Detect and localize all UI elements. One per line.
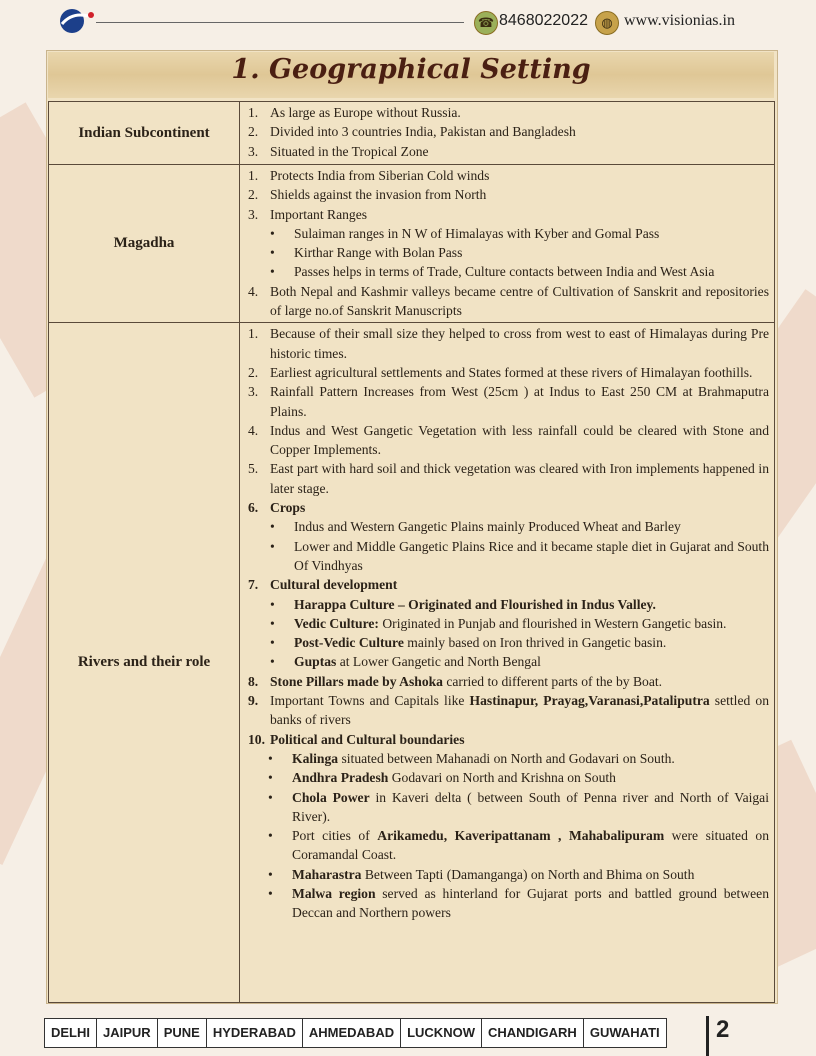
list-item: • Malwa region served as hinterland for Gujarat ports and battled ground between Deccan and Northern powers [268, 884, 769, 923]
list-item: • Guptas at Lower Gangetic and North Bengal [270, 652, 769, 671]
list-item: • Sulaiman ranges in N W of Himalayas with Kyber and Gomal Pass [270, 224, 769, 243]
city-delhi: DELHI [44, 1018, 97, 1048]
point-text: Shields against the invasion from North [270, 187, 487, 203]
table-row [49, 165, 775, 323]
list-item: • Kalinga situated between Mahanadi on North and Godavari on South. [268, 749, 769, 768]
list-item: • Harappa Culture – Originated and Flourished in Indus Valley. [270, 595, 769, 614]
point-text: Important Towns and Capitals like [270, 693, 470, 709]
header-phone[interactable]: 8468022022 [499, 12, 588, 29]
phone-icon: ☎ [474, 11, 498, 35]
header-website[interactable]: www.visionias.in [624, 12, 735, 29]
point-text: Because of their small size they helped to cross from west to east of Himalayas during Pre historic times. [270, 326, 769, 361]
row-label: Indian Subcontinent [49, 102, 240, 165]
point-text: Indus and West Gangetic Vegetation with less rainfall could be cleared with Stone and Copper Implements. [270, 422, 769, 458]
list-item: • Kirthar Range with Bolan Pass [270, 243, 769, 262]
globe-icon: ◍ [595, 11, 619, 35]
point-text: Protects India from Siberian Cold winds [270, 168, 490, 183]
footer-city-bar [44, 1018, 667, 1048]
vision-logo-icon [58, 6, 94, 36]
table-row [49, 102, 775, 165]
table-row [49, 323, 775, 1003]
point-text: carried to different parts of the by Boat. [442, 673, 663, 689]
point-text: Important Ranges [270, 206, 368, 222]
row-content [240, 165, 775, 323]
point-heading: Stone Pillars made by Ashoka [270, 673, 443, 689]
city-hyderabad: HYDERABAD [207, 1018, 303, 1048]
city-lucknow: LUCKNOW [401, 1018, 482, 1048]
city-ahmedabad: AHMEDABAD [303, 1018, 401, 1048]
list-item: • Lower and Middle Gangetic Plains Rice and it became staple diet in Gujarat and South Of Vindhyas [270, 537, 769, 576]
point-number: 1. [248, 105, 259, 120]
list-item: • Indus and Western Gangetic Plains mainly Produced Wheat and Barley [270, 517, 769, 536]
page-number: 2 [716, 1016, 730, 1043]
point-text: Divided into 3 countries India, Pakistan and Bangladesh [270, 124, 576, 140]
page-number-divider [706, 1016, 709, 1056]
point-text: Both Nepal and Kashmir valleys became centre of Cultivation of Sanskrit and repositories of large no.of Sanskrit Manuscripts [270, 283, 769, 319]
geography-table [48, 101, 775, 1003]
point-text: settled on banks of rivers [270, 693, 769, 728]
header-rule [96, 22, 464, 23]
row-label: Rivers and their role [49, 323, 240, 1003]
list-item: • Maharastra Between Tapti (Damanganga) on North and Bhima on South [268, 865, 769, 884]
list-item: • Port cities of Arikamedu, Kaveripattanam , Mahabalipuram were situated on Coramandal Coast. [268, 826, 769, 865]
point-number: 1. [248, 168, 259, 183]
point-heading: Crops [270, 500, 306, 516]
point-number: 3. [248, 206, 259, 222]
point-heading: Hastinapur, Prayag,Varanasi,Pataliputra [469, 693, 710, 709]
city-pune: PUNE [158, 1018, 207, 1048]
row-content [240, 102, 775, 165]
point-heading: Cultural development [270, 577, 398, 593]
point-number: 3. [248, 143, 259, 159]
list-item: • Chola Power in Kaveri delta ( between South of Penna river and North of Vaigai River). [268, 788, 769, 827]
point-number: 4. [248, 283, 259, 299]
page-title: 1. Geographical Setting [231, 54, 591, 85]
point-text: Situated in the Tropical Zone [270, 143, 429, 159]
point-text: Rainfall Pattern Increases from West (25cm ) at Indus to East 250 CM at Brahmaputra Plains. [270, 384, 769, 419]
point-text: East part with hard soil and thick vegetation was cleared with Iron implements happened in later stage. [270, 461, 769, 496]
list-item: • Passes helps in terms of Trade, Culture contacts between India and West Asia [270, 262, 769, 281]
row-content: 1. Because of their small size they helped to cross from west to east of Himalayas during Pre historic times. 2. Earliest agricultural settlements and States formed at these rivers of Himalayan foothills. 3. Rainfall Pattern Increases from West (25cm ) at Indus to East 250 CM at Brahmaputra Plains. 4. Indus and West Gangetic Vegetation with less rainfall could be cleared with Stone and Copper Implements. 5. East part with hard soil and thick vegetation was cleared with Iron implements happened in later stage. 6. Crops • Indus and Western Gangetic Plains mainly Produced Wheat and Barley • Lower and Middle Gangetic Plains Rice and it became staple diet in Gujarat and South Of Vindhyas 7. Cultural development • Harappa Culture – Originated and Flourished in Indus Valley. • Vedic Culture: Originated in Punjab and flourished in Western Gangetic basin. • Post-Vedic Culture mainly based on Iron thrived in Gangetic basin. • Guptas at Lower Gangetic and North Bengal 8. Stone Pillars made by Ashoka carried to different parts of the by Boat. 9. Important Towns and Capitals like Hastinapur, Prayag,Varanasi,Pataliputra settled on banks of rivers 10. Political and Cultural boundaries • Kalinga situated between Mahanadi on North and Godavari on South. • Andhra Pradesh Godavari on North and Krishna on South • Chola Power in Kaveri delta ( between South of Penna river and North of Vaigai River). • Port cities of Arikamedu, Kaveripattanam , Mahabalipuram were situated on Coramandal Coast. • Maharastra Between Tapti (Damanganga) on North and Bhima on South • Malwa region served as hinterland for Gujarat ports and battled ground between Deccan and Northern powers [240, 323, 775, 1003]
list-item: • Vedic Culture: Originated in Punjab and flourished in Western Gangetic basin. [270, 614, 769, 633]
list-item: • Andhra Pradesh Godavari on North and Krishna on South [268, 768, 769, 787]
row-label: Magadha [49, 165, 240, 323]
city-jaipur: JAIPUR [97, 1018, 158, 1048]
point-text: Earliest agricultural settlements and States formed at these rivers of Himalayan foothills. [270, 364, 753, 380]
point-text: As large as Europe without Russia. [270, 105, 461, 120]
city-guwahati: GUWAHATI [584, 1018, 667, 1048]
city-chandigarh: CHANDIGARH [482, 1018, 584, 1048]
point-number: 2. [248, 124, 259, 140]
list-item: • Post-Vedic Culture mainly based on Iron thrived in Gangetic basin. [270, 633, 769, 652]
point-number: 2. [248, 187, 259, 203]
point-heading: Political and Cultural boundaries [270, 731, 465, 747]
